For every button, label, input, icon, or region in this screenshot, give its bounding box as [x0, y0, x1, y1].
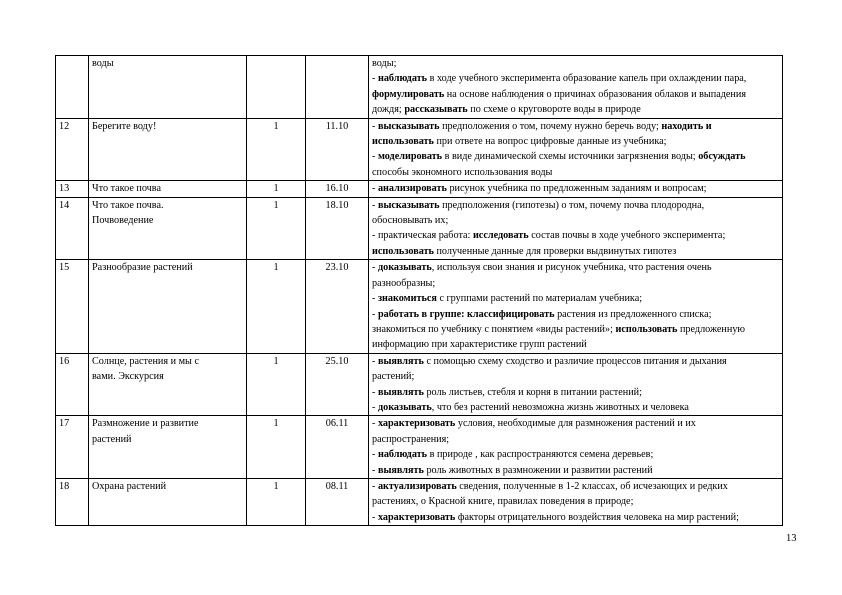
lesson-number-cell: 15: [56, 260, 89, 353]
lesson-number-cell: 13: [56, 181, 89, 197]
activity-verb: моделировать: [377, 151, 443, 163]
lesson-topic-cell: [89, 181, 247, 197]
lesson-number-cell: 17: [56, 416, 89, 479]
lesson-hours-cell: 1: [247, 118, 306, 181]
topic-line: Разнообразие растений: [92, 262, 193, 274]
lesson-plan-table: [55, 55, 783, 526]
activity-verb: выявлять: [377, 386, 424, 398]
table-row: [56, 56, 783, 119]
learning-activities-cell: [369, 181, 783, 197]
activity-line: [372, 400, 779, 415]
activity-text: -: [372, 262, 378, 274]
activity-text: условия, необходимые для размножения растений и их: [455, 418, 696, 430]
lesson-hours-cell: 1: [247, 197, 306, 260]
activity-text: -: [372, 120, 378, 132]
activity-text: воды;: [372, 58, 397, 69]
lesson-date-cell: 08.11: [306, 478, 369, 525]
activity-text: -: [372, 293, 378, 305]
activity-text: факторы отрицательного воздействия человека на мир растений;: [455, 511, 739, 523]
activity-verb: доказывать: [377, 262, 432, 274]
activity-text: -: [372, 418, 378, 430]
lesson-number-cell: 12: [56, 118, 89, 181]
activity-line: [372, 276, 779, 291]
activity-text: -: [372, 73, 378, 85]
activity-line: [372, 385, 779, 400]
activity-line: [372, 322, 779, 337]
table-row: [56, 181, 783, 197]
activity-verb: характеризовать: [377, 511, 456, 523]
lesson-hours-cell: 1: [247, 416, 306, 479]
topic-line: Что такое почва.: [92, 199, 164, 211]
activity-text: с помощью схему сходство и различие процессов питания и дыхания: [423, 355, 727, 367]
activity-line: [372, 307, 779, 322]
activity-line: [372, 149, 779, 164]
activity-line: [372, 181, 779, 196]
lesson-date-cell: [306, 56, 369, 119]
table-row: [56, 478, 783, 525]
activity-text: рисунок учебника по предложенным заданиям и вопросам;: [446, 183, 707, 195]
activity-line: [372, 134, 779, 149]
learning-activities-cell: [369, 478, 783, 525]
activity-line: [372, 354, 779, 369]
activity-text: с группами растений по материалам учебника;: [436, 293, 643, 305]
activity-text: разнообразны;: [372, 277, 436, 289]
activity-line: [372, 337, 779, 352]
activity-text: -: [372, 183, 378, 195]
activity-text: , используя свои знания и рисунок учебника, что растения очень: [431, 262, 712, 274]
activity-text: распространения;: [372, 433, 450, 445]
table-row: [56, 118, 783, 181]
activity-line: [372, 228, 779, 243]
lesson-hours-cell: 1: [247, 181, 306, 197]
activity-line: [372, 198, 779, 213]
activity-verb: актуализировать: [377, 480, 457, 492]
page-number: 13: [786, 533, 797, 544]
activity-text: при ответе на вопрос цифровые данные из учебника;: [433, 136, 667, 148]
activity-verb: характеризовать: [377, 418, 456, 430]
activity-line: [372, 510, 779, 525]
activity-line: [372, 479, 779, 494]
activity-text: в природе , как распространяются семена деревьев;: [427, 449, 654, 461]
activity-line: [372, 447, 779, 462]
lesson-hours-cell: 1: [247, 478, 306, 525]
activity-text: состав почвы в ходе учебного эксперимента;: [528, 230, 726, 242]
activity-text: роль листьев, стебля и корня в питании растений;: [423, 386, 642, 398]
topic-line: Что такое почва: [92, 183, 161, 195]
activity-text: по схеме о круговороте воды в природе: [467, 104, 641, 116]
activity-verb: высказывать: [377, 120, 440, 132]
learning-activities-cell: [369, 118, 783, 181]
activity-line: [372, 260, 779, 275]
activity-verb: наблюдать: [377, 449, 428, 461]
activity-text: растения из предложенного списка;: [554, 308, 712, 320]
activity-text: роль животных в размножении и развитии растений: [423, 464, 653, 476]
activity-verb: анализировать: [377, 183, 447, 195]
activity-verb: наблюдать: [377, 73, 428, 85]
activity-text: -: [372, 308, 378, 320]
learning-activities-cell: [369, 56, 783, 119]
lesson-topic-cell: [89, 197, 247, 260]
activity-text: в виде динамической схемы источники загрязнения воды;: [442, 151, 699, 163]
table-row: [56, 353, 783, 416]
activity-text: -: [372, 199, 378, 211]
activity-line: [372, 416, 779, 431]
lesson-date-cell: 25.10: [306, 353, 369, 416]
activity-text: -: [372, 401, 378, 413]
activity-text: растений;: [372, 371, 415, 383]
activity-line: [372, 494, 779, 509]
learning-activities-cell: [369, 353, 783, 416]
activity-line: [372, 165, 779, 180]
lesson-number-cell: 16: [56, 353, 89, 416]
topic-line: Берегите воду!: [92, 120, 157, 132]
activity-line: [372, 463, 779, 478]
activity-text: в ходе учебного эксперимента образование капель при охлаждении пара,: [427, 73, 747, 85]
activity-verb: использовать: [615, 323, 678, 335]
lesson-date-cell: 23.10: [306, 260, 369, 353]
lesson-topic-cell: [89, 260, 247, 353]
activity-verb: использовать: [372, 245, 434, 257]
activity-verb: исследовать: [472, 230, 529, 242]
activity-text: предположения о том, почему нужно беречь воду;: [439, 120, 662, 132]
topic-line: Охрана растений: [92, 480, 167, 492]
topic-line: Солнце, растения и мы с: [92, 355, 199, 367]
activity-text: информацию при характеристике групп растений: [372, 339, 587, 351]
activity-line: [372, 71, 779, 86]
lesson-number-cell: [56, 56, 89, 119]
topic-line: воды: [92, 58, 114, 69]
lesson-topic-cell: [89, 416, 247, 479]
activity-verb: выявлять: [377, 464, 424, 476]
learning-activities-cell: [369, 197, 783, 260]
table-row: [56, 197, 783, 260]
activity-text: -: [372, 386, 378, 398]
activity-text: -: [372, 151, 378, 163]
topic-line: вами. Экскурсия: [92, 371, 164, 383]
activity-text: -: [372, 449, 378, 461]
activity-line: [372, 432, 779, 447]
activity-line: [372, 102, 779, 117]
lesson-hours-cell: 1: [247, 260, 306, 353]
table-row: [56, 260, 783, 353]
learning-activities-cell: [369, 260, 783, 353]
learning-activities-cell: [369, 416, 783, 479]
topic-line: растений: [92, 433, 132, 445]
activity-text: дождя;: [372, 104, 405, 116]
activity-text: полученные данные для проверки выдвинутых гипотез: [433, 245, 677, 257]
activity-line: [372, 244, 779, 259]
lesson-hours-cell: 1: [247, 353, 306, 416]
lesson-plan-body: [56, 56, 783, 526]
activity-text: растениях, о Красной книге, правилах поведения в природе;: [372, 496, 634, 508]
lesson-number-cell: 14: [56, 197, 89, 260]
activity-text: предположения (гипотезы) о том, почему почва плодородна,: [439, 199, 705, 211]
activity-verb: выявлять: [377, 355, 424, 367]
activity-text: способы экономного использования воды: [372, 166, 553, 178]
lesson-topic-cell: [89, 478, 247, 525]
activity-verb: работать в группе: классифицировать: [377, 308, 555, 320]
activity-verb: формулировать: [372, 88, 445, 100]
activity-verb: рассказывать: [404, 104, 468, 116]
activity-text: -: [372, 464, 378, 476]
activity-text: -: [372, 480, 378, 492]
lesson-date-cell: 06.11: [306, 416, 369, 479]
lesson-topic-cell: [89, 56, 247, 119]
topic-line: Почвоведение: [92, 215, 154, 227]
activity-line: [372, 56, 779, 71]
activity-verb: находить и: [661, 120, 712, 132]
activity-line: [372, 369, 779, 384]
activity-verb: доказывать: [377, 401, 432, 413]
activity-text: , что без растений невозможна жизнь животных и человека: [431, 401, 689, 413]
topic-line: Размножение и развитие: [92, 418, 199, 430]
activity-text: знакомиться по учебнику с понятием «виды растений»;: [372, 323, 616, 335]
activity-verb: знакомиться: [377, 293, 437, 305]
activity-text: обосновывать их;: [372, 215, 449, 227]
activity-verb: обсуждать: [698, 151, 746, 163]
lesson-date-cell: 18.10: [306, 197, 369, 260]
activity-line: [372, 119, 779, 134]
lesson-date-cell: 16.10: [306, 181, 369, 197]
activity-text: предложенную: [677, 323, 746, 335]
lesson-topic-cell: [89, 118, 247, 181]
table-row: [56, 416, 783, 479]
activity-line: [372, 213, 779, 228]
activity-text: сведения, полученные в 1-2 классах, об исчезающих и редких: [456, 480, 728, 492]
activity-text: -: [372, 355, 378, 367]
lesson-date-cell: 11.10: [306, 118, 369, 181]
activity-line: [372, 87, 779, 102]
activity-verb: использовать: [372, 136, 434, 148]
activity-text: - практическая работа:: [372, 230, 473, 242]
activity-line: [372, 291, 779, 306]
activity-text: на основе наблюдения о причинах образования облаков и выпадения: [444, 88, 747, 100]
activity-verb: высказывать: [377, 199, 440, 211]
lesson-hours-cell: [247, 56, 306, 119]
lesson-topic-cell: [89, 353, 247, 416]
lesson-number-cell: 18: [56, 478, 89, 525]
activity-text: -: [372, 511, 378, 523]
